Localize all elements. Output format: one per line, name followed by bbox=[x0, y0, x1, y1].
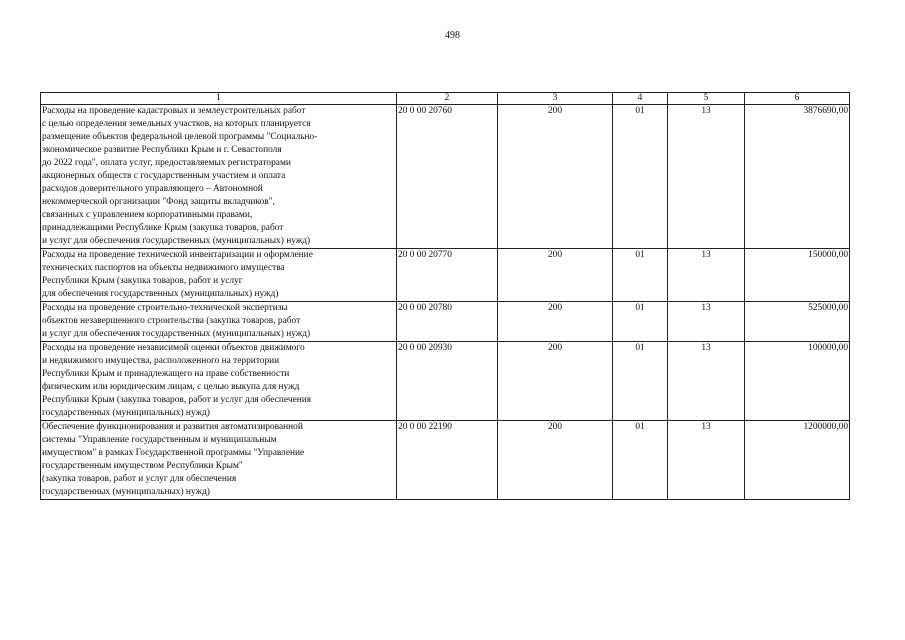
row-description: Расходы на проведение технической инвентаризации и оформление технических паспортов на объекты недвижимого имущества Республики Крым (закупка товаров, работ и услуг для обеспечения государственных (муниципальных) нужд) bbox=[41, 249, 397, 302]
budget-table bbox=[40, 92, 850, 500]
table-row bbox=[41, 105, 850, 249]
row-code: 20 0 00 20760 bbox=[397, 105, 498, 249]
row-code: 20 0 00 22190 bbox=[397, 421, 498, 500]
row-code: 20 0 00 20770 bbox=[397, 249, 498, 302]
page-number: 498 bbox=[445, 30, 460, 41]
table-row bbox=[41, 249, 850, 302]
header-col-2: 2 bbox=[397, 93, 498, 105]
header-col-5: 5 bbox=[668, 93, 745, 105]
table-row bbox=[41, 342, 850, 421]
row-col3: 200 bbox=[498, 105, 613, 249]
row-amount: 525000,00 bbox=[745, 302, 850, 342]
row-col4: 01 bbox=[613, 249, 668, 302]
row-col3: 200 bbox=[498, 302, 613, 342]
row-description: Обеспечение функционирования и развития автоматизированной системы "Управление государственным и муниципальным имуществом" в рамках Государственной программы "Управление государственным имуществом Республики Крым" (закупка товаров, работ и услуг для обеспечения государственных (муниципальных) нужд) bbox=[41, 421, 397, 500]
row-col4: 01 bbox=[613, 421, 668, 500]
row-amount: 100000,00 bbox=[745, 342, 850, 421]
table-header-row bbox=[41, 93, 850, 105]
row-code: 20 0 00 20780 bbox=[397, 302, 498, 342]
row-col5: 13 bbox=[668, 421, 745, 500]
row-code: 20 0 00 20930 bbox=[397, 342, 498, 421]
row-description: Расходы на проведение строительно-технической экспертизы объектов незавершенного строительства (закупка товаров, работ и услуг для обеспечения государственных (муниципальных) нужд) bbox=[41, 302, 397, 342]
header-col-6: 6 bbox=[745, 93, 850, 105]
table-row bbox=[41, 302, 850, 342]
row-amount: 1200000,00 bbox=[745, 421, 850, 500]
header-col-4: 4 bbox=[613, 93, 668, 105]
row-col4: 01 bbox=[613, 105, 668, 249]
header-col-3: 3 bbox=[498, 93, 613, 105]
row-col3: 200 bbox=[498, 342, 613, 421]
row-col5: 13 bbox=[668, 302, 745, 342]
table-row bbox=[41, 421, 850, 500]
row-col4: 01 bbox=[613, 342, 668, 421]
row-col3: 200 bbox=[498, 421, 613, 500]
row-col4: 01 bbox=[613, 302, 668, 342]
row-amount: 150000,00 bbox=[745, 249, 850, 302]
row-amount: 3876690,00 bbox=[745, 105, 850, 249]
header-col-1: 1 bbox=[41, 93, 397, 105]
row-col5: 13 bbox=[668, 342, 745, 421]
row-description: Расходы на проведение кадастровых и землеустроительных работ с целью определения земельных участков, на которых планируется размещение объектов федеральной целевой программы "Социально- экономическое развитие Республики Крым и г. Севастополя до 2022 года", оплата услуг, предоставляемых регистраторами акционерных обществ с государственным участием и оплата расходов доверительного управляющего – Автономной некоммерческой организации "Фонд защиты вкладчиков", связанных с управлением корпоративными правами, принадлежащими Республике Крым (закупка товаров, работ и услуг для обеспечения государственных (муниципальных) нужд) bbox=[41, 105, 397, 249]
row-description: Расходы на проведение независимой оценки объектов движимого и недвижимого имущества, расположенного на территории Республики Крым и принадлежащего на праве собственности физическим или юридическим лицам, с целью выкупа для нужд Республики Крым (закупка товаров, работ и услуг для обеспечения государственных (муниципальных) нужд) bbox=[41, 342, 397, 421]
row-col5: 13 bbox=[668, 249, 745, 302]
row-col3: 200 bbox=[498, 249, 613, 302]
row-col5: 13 bbox=[668, 105, 745, 249]
